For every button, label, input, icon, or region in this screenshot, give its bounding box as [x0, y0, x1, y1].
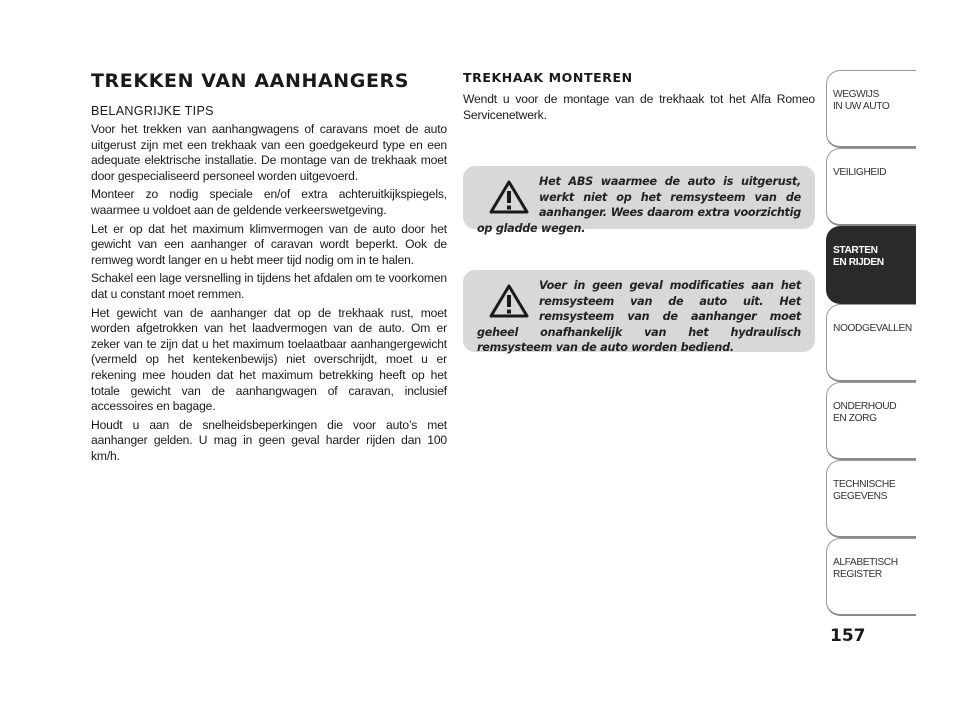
- warning-box: [463, 166, 815, 235]
- tab-label: GEGEVENS: [833, 491, 887, 502]
- warning-box: [463, 270, 815, 352]
- tab-label: TECHNISCHE: [833, 479, 896, 490]
- left-column: [91, 70, 447, 467]
- page-number: 157: [830, 626, 866, 646]
- section-subtitle: BELANGRIJKE TIPS: [91, 104, 214, 118]
- paragraph: Het gewicht van de aanhanger dat op de trekhaak rust, moet worden afgetrokken van het laadvermogen van de auto. Om er zeker van te zijn dat u het maximum toelaatbaar aanhangergewicht (vermeld op het kentekenbewijs) niet overschrijdt, moet u er rekening mee houden dat het maximum betrekking heeft op het totale gewicht van de aanhangwagen of caravan, inclusief accessoires en bagage.: [91, 305, 447, 414]
- tab-starten-en-rijden[interactable]: [826, 226, 916, 304]
- tab-label: VEILIGHEID: [833, 167, 887, 178]
- paragraph: Houdt u aan de snelheidsbeperkingen die voor auto’s met aanhanger gelden. U mag in geen geval harder rijden dan 100 km/h.: [91, 417, 447, 463]
- tab-label: ONDERHOUD: [833, 401, 897, 412]
- paragraph: Voor het trekken van aanhangwagens of caravans moet de auto uitgerust zijn met een trekhaak van een goedgekeurd type en een adequate elektrische installatie. De montage van de trekhaak moet door gespecialiseerd personeel worden uitgevoerd.: [91, 122, 447, 183]
- warning-text: Het ABS waarmee de auto is uitgerust, werkt niet op het remsysteem van de aanhanger. Wees daarom extra voorzichtig op gladde wegen.: [477, 175, 801, 235]
- right-column: [463, 70, 815, 126]
- section-title: TREKHAAK MONTEREN: [463, 70, 633, 85]
- tab-label: NOODGEVALLEN: [833, 323, 912, 334]
- tab-veiligheid[interactable]: [826, 148, 916, 226]
- warning-text: Voer in geen geval modificaties aan het remsysteem van de auto uit. Het remsysteem van de aanhanger moet geheel onafhankelijk van het hydraulisch remsysteem van de auto worden bediend.: [477, 279, 801, 354]
- tab-label: REGISTER: [833, 569, 882, 580]
- tab-wegwijs[interactable]: [826, 70, 916, 148]
- chapter-tabs: [826, 70, 916, 616]
- tab-label: IN UW AUTO: [833, 101, 890, 112]
- tab-label: WEGWIJS: [833, 89, 879, 100]
- tab-label: ALFABETISCH: [833, 557, 898, 568]
- intro-paragraph: Wendt u voor de montage van de trekhaak tot het Alfa Romeo Servicenetwerk.: [463, 92, 815, 122]
- warning-triangle-icon: [489, 180, 529, 214]
- paragraph: Let er op dat het maximum klimvermogen van de auto door het gewicht van een aanhanger of caravan wordt beperkt. Ook de remweg wordt langer en u hebt meer tijd nodig om in te halen.: [91, 221, 447, 267]
- tab-label: STARTEN: [833, 245, 878, 256]
- tab-technische-gegevens[interactable]: [826, 460, 916, 538]
- tab-label: EN ZORG: [833, 413, 877, 424]
- paragraph: Monteer zo nodig speciale en/of extra achteruitkijkspiegels, waarmee u voldoet aan de geldende verkeerswetgeving.: [91, 187, 447, 217]
- page-title: TREKKEN VAN AANHANGERS: [91, 70, 410, 92]
- tab-onderhoud[interactable]: [826, 382, 916, 460]
- tab-noodgevallen[interactable]: [826, 304, 916, 382]
- tab-label: EN RIJDEN: [833, 257, 884, 268]
- warning-triangle-icon: [489, 284, 529, 318]
- tab-alfabetisch-register[interactable]: [826, 538, 916, 616]
- paragraph: Schakel een lage versnelling in tijdens het afdalen om te voorkomen dat u constant moet remmen.: [91, 271, 447, 301]
